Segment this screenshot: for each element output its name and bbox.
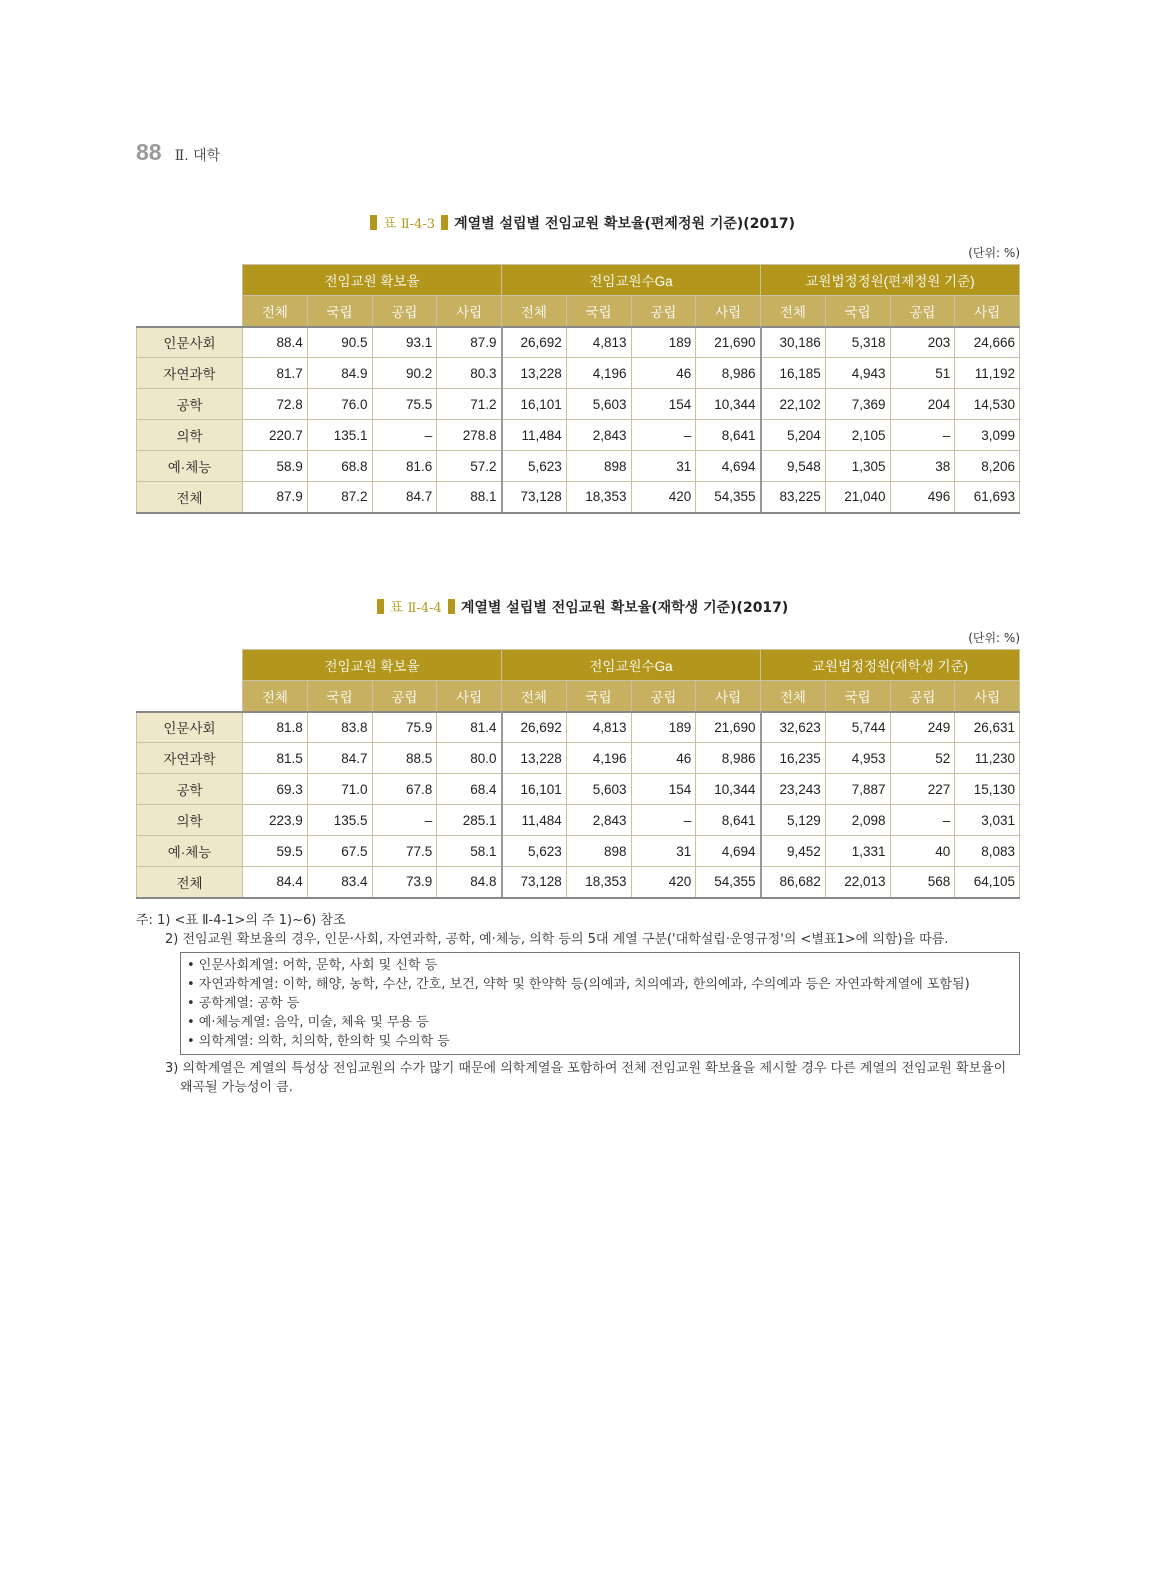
bullet-item: • 의학계열: 의학, 치의학, 한의학 및 수의학 등	[187, 1034, 450, 1049]
table-cell: 83.8	[307, 712, 372, 743]
table-cell: 5,744	[825, 712, 890, 743]
table-cell: 75.5	[372, 389, 437, 420]
column-header: 국립	[307, 681, 372, 712]
column-header: 국립	[307, 296, 372, 327]
column-header: 국립	[566, 296, 631, 327]
column-header: 공립	[890, 296, 955, 327]
table-cell: 223.9	[243, 805, 308, 836]
table-cell: 23,243	[761, 774, 826, 805]
table-row	[137, 327, 1020, 358]
table-cell: 9,452	[761, 836, 826, 867]
row-header: 인문사회	[137, 712, 243, 743]
table-cell: 8,641	[696, 420, 761, 451]
caption-bar	[377, 599, 384, 614]
row-header: 자연과학	[137, 358, 243, 389]
table-cell: 88.5	[372, 743, 437, 774]
table-cell: 18,353	[566, 867, 631, 898]
table-row	[137, 774, 1020, 805]
page-header	[136, 139, 220, 166]
table-cell: 4,196	[566, 743, 631, 774]
group-header: 교원법정정원(편제정원 기준)	[761, 265, 1020, 296]
table-row	[137, 358, 1020, 389]
column-header: 국립	[825, 296, 890, 327]
table-cell: 8,083	[955, 836, 1020, 867]
table-cell: 285.1	[437, 805, 502, 836]
table-cell: 189	[631, 327, 696, 358]
table-cell: 67.8	[372, 774, 437, 805]
table-cell: 16,235	[761, 743, 826, 774]
table-cell: 154	[631, 774, 696, 805]
table-cell: 81.8	[243, 712, 308, 743]
table-cell: 278.8	[437, 420, 502, 451]
table-cell: 203	[890, 327, 955, 358]
column-header: 공립	[372, 681, 437, 712]
group-header: 교원법정정원(재학생 기준)	[761, 650, 1020, 681]
column-header: 국립	[566, 681, 631, 712]
table-cell: 16,101	[502, 389, 567, 420]
table-cell: 4,813	[566, 712, 631, 743]
table-cell: 2,098	[825, 805, 890, 836]
table-cell: 84.8	[437, 867, 502, 898]
table-cell: 81.6	[372, 451, 437, 482]
table-cell: 8,986	[696, 358, 761, 389]
table-cell: 84.7	[372, 482, 437, 513]
table-cell: 67.5	[307, 836, 372, 867]
table-cell: 3,031	[955, 805, 1020, 836]
column-header: 사립	[955, 296, 1020, 327]
group-header: 전임교원 확보율	[243, 650, 502, 681]
table-row	[137, 867, 1020, 898]
row-header: 전체	[137, 482, 243, 513]
table-row	[137, 712, 1020, 743]
table-cell: 420	[631, 867, 696, 898]
table-cell: 71.0	[307, 774, 372, 805]
table-cell: 71.2	[437, 389, 502, 420]
corner-cell	[137, 296, 243, 327]
section-title: Ⅱ. 대학	[174, 148, 221, 164]
note-1: 주: 1) <표 Ⅱ-4-1>의 주 1)~6) 참조	[136, 913, 346, 928]
table-cell: 227	[890, 774, 955, 805]
table-cell: 84.7	[307, 743, 372, 774]
table-cell: 420	[631, 482, 696, 513]
unit-label: (단위: %)	[968, 631, 1020, 645]
table-row	[137, 389, 1020, 420]
column-header: 전체	[502, 296, 567, 327]
table-cell: 10,344	[696, 774, 761, 805]
column-header: 전체	[761, 681, 826, 712]
column-header: 공립	[372, 296, 437, 327]
table-cell: 46	[631, 358, 696, 389]
table-cell: 496	[890, 482, 955, 513]
table-cell: 10,344	[696, 389, 761, 420]
table-cell: 5,318	[825, 327, 890, 358]
column-header: 사립	[437, 681, 502, 712]
table-cell: 1,305	[825, 451, 890, 482]
table-cell: 16,101	[502, 774, 567, 805]
corner-cell	[137, 650, 243, 681]
table-cell: 3,099	[955, 420, 1020, 451]
table-cell: 135.1	[307, 420, 372, 451]
table-cell: 61,693	[955, 482, 1020, 513]
table-cell: 5,603	[566, 389, 631, 420]
group-header: 전임교원 확보율	[243, 265, 502, 296]
table-cell: 15,130	[955, 774, 1020, 805]
table-title: 계열별 설립별 전임교원 확보율(편제정원 기준)(2017)	[454, 216, 796, 232]
table-cell: 24,666	[955, 327, 1020, 358]
table-cell: 90.5	[307, 327, 372, 358]
table-cell: 81.4	[437, 712, 502, 743]
table-cell: 4,694	[696, 451, 761, 482]
table-cell: 87.2	[307, 482, 372, 513]
table-row	[137, 836, 1020, 867]
table-cell: 59.5	[243, 836, 308, 867]
table-cell: 21,690	[696, 327, 761, 358]
data-table	[136, 649, 1020, 899]
table-cell: 52	[890, 743, 955, 774]
table-cell: 8,641	[696, 805, 761, 836]
notes	[136, 911, 1020, 1097]
table-cell: 22,102	[761, 389, 826, 420]
caption-bar	[370, 215, 377, 230]
column-header: 전체	[761, 296, 826, 327]
data-table	[136, 264, 1020, 514]
table-cell: 4,813	[566, 327, 631, 358]
table-cell: 81.5	[243, 743, 308, 774]
table-row	[137, 743, 1020, 774]
table-cell: 83.4	[307, 867, 372, 898]
table-cell: 568	[890, 867, 955, 898]
bullet-item: • 인문사회계열: 어학, 문학, 사회 및 신학 등	[187, 958, 438, 973]
table-cell: 4,196	[566, 358, 631, 389]
row-header: 의학	[137, 805, 243, 836]
table-cell: 249	[890, 712, 955, 743]
table-cell: 220.7	[243, 420, 308, 451]
column-header: 공립	[631, 296, 696, 327]
table-cell: 64,105	[955, 867, 1020, 898]
table-cell: –	[372, 805, 437, 836]
table-cell: 4,943	[825, 358, 890, 389]
column-header: 공립	[631, 681, 696, 712]
table-cell: 90.2	[372, 358, 437, 389]
table-cell: 46	[631, 743, 696, 774]
table-row	[137, 451, 1020, 482]
table-cell: 69.3	[243, 774, 308, 805]
table-cell: 154	[631, 389, 696, 420]
table-cell: 4,953	[825, 743, 890, 774]
table-cell: 26,692	[502, 712, 567, 743]
table-cell: 40	[890, 836, 955, 867]
table-cell: 11,484	[502, 420, 567, 451]
table-cell: 26,692	[502, 327, 567, 358]
table-cell: 11,484	[502, 805, 567, 836]
table-cell: 7,369	[825, 389, 890, 420]
table-cell: 31	[631, 836, 696, 867]
bullet-item: • 예·체능계열: 음악, 미술, 체육 및 무용 등	[187, 1015, 429, 1030]
table-cell: 73.9	[372, 867, 437, 898]
table-cell: 73,128	[502, 867, 567, 898]
table-row	[137, 482, 1020, 513]
corner-cell	[137, 265, 243, 296]
table-cell: 5,623	[502, 836, 567, 867]
column-header: 전체	[243, 681, 308, 712]
table-cell: 8,206	[955, 451, 1020, 482]
table-cell: 88.1	[437, 482, 502, 513]
table-cell: 72.8	[243, 389, 308, 420]
table-cell: 83,225	[761, 482, 826, 513]
table-cell: 14,530	[955, 389, 1020, 420]
table-title: 계열별 설립별 전임교원 확보율(재학생 기준)(2017)	[460, 600, 789, 616]
column-header: 사립	[955, 681, 1020, 712]
row-header: 전체	[137, 867, 243, 898]
table-cell: 189	[631, 712, 696, 743]
category-box	[180, 952, 1020, 1055]
group-header: 전임교원수Ga	[502, 650, 761, 681]
table-cell: 22,013	[825, 867, 890, 898]
table-cell: 75.9	[372, 712, 437, 743]
table-cell: 81.7	[243, 358, 308, 389]
table-cell: 2,105	[825, 420, 890, 451]
table-cell: 54,355	[696, 867, 761, 898]
table-cell: 30,186	[761, 327, 826, 358]
table-cell: 2,843	[566, 805, 631, 836]
row-header: 자연과학	[137, 743, 243, 774]
row-header: 예·체능	[137, 451, 243, 482]
table-cell: –	[631, 805, 696, 836]
table-prefix: 표 Ⅱ-4-3	[382, 216, 436, 232]
table-row	[137, 805, 1020, 836]
table-cell: 9,548	[761, 451, 826, 482]
table-cell: 4,694	[696, 836, 761, 867]
table-caption	[0, 213, 1159, 233]
table-cell: 84.9	[307, 358, 372, 389]
table-cell: 5,129	[761, 805, 826, 836]
table-cell: 7,887	[825, 774, 890, 805]
table-cell: 88.4	[243, 327, 308, 358]
unit-label: (단위: %)	[968, 246, 1020, 260]
column-header: 사립	[437, 296, 502, 327]
bullet-item: • 자연과학계열: 이학, 해양, 농학, 수산, 간호, 보건, 약학 및 한약학 등(의예과, 치의예과, 한의예과, 수의예과 등은 자연과학계열에 포함됨)	[187, 977, 970, 992]
column-header: 전체	[502, 681, 567, 712]
table-cell: –	[372, 420, 437, 451]
table-cell: –	[890, 805, 955, 836]
row-header: 의학	[137, 420, 243, 451]
table-cell: –	[631, 420, 696, 451]
table-cell: 5,204	[761, 420, 826, 451]
column-header: 사립	[696, 296, 761, 327]
table-cell: 18,353	[566, 482, 631, 513]
table-cell: 1,331	[825, 836, 890, 867]
note-3: 3) 의학계열은 계열의 특성상 전임교원의 수가 많기 때문에 의학계열을 포함하여 전체 전임교원 확보율을 제시할 경우 다른 계열의 전임교원 확보율이 왜곡될 가능성이 큼.	[165, 1061, 1007, 1095]
table-cell: 93.1	[372, 327, 437, 358]
table-cell: 38	[890, 451, 955, 482]
table-prefix: 표 Ⅱ-4-4	[389, 600, 442, 616]
table-cell: 5,603	[566, 774, 631, 805]
table-cell: 54,355	[696, 482, 761, 513]
table-cell: 58.9	[243, 451, 308, 482]
table-cell: 84.4	[243, 867, 308, 898]
table-cell: 2,843	[566, 420, 631, 451]
table-cell: 32,623	[761, 712, 826, 743]
table-cell: 86,682	[761, 867, 826, 898]
table-cell: 13,228	[502, 358, 567, 389]
caption-bar	[441, 215, 448, 230]
row-header: 공학	[137, 774, 243, 805]
table-cell: 11,230	[955, 743, 1020, 774]
table-cell: 68.4	[437, 774, 502, 805]
table-cell: 5,623	[502, 451, 567, 482]
table-cell: 16,185	[761, 358, 826, 389]
table-cell: 80.3	[437, 358, 502, 389]
table-cell: 87.9	[243, 482, 308, 513]
table-cell: –	[890, 420, 955, 451]
table-cell: 80.0	[437, 743, 502, 774]
row-header: 예·체능	[137, 836, 243, 867]
table-row	[137, 420, 1020, 451]
table-cell: 135.5	[307, 805, 372, 836]
table-cell: 57.2	[437, 451, 502, 482]
table-cell: 11,192	[955, 358, 1020, 389]
note-2: 2) 전임교원 확보율의 경우, 인문·사회, 자연과학, 공학, 예·체능, 의학 등의 5대 계열 구분('대학설립·운영규정'의 <별표1>에 의함)을 따름.	[165, 932, 949, 947]
caption-bar	[448, 599, 455, 614]
row-header: 인문사회	[137, 327, 243, 358]
corner-cell	[137, 681, 243, 712]
table-cell: 77.5	[372, 836, 437, 867]
column-header: 공립	[890, 681, 955, 712]
table-cell: 13,228	[502, 743, 567, 774]
page-number: 88	[136, 139, 162, 165]
table-cell: 73,128	[502, 482, 567, 513]
group-header: 전임교원수Ga	[502, 265, 761, 296]
table-cell: 204	[890, 389, 955, 420]
row-header: 공학	[137, 389, 243, 420]
column-header: 전체	[243, 296, 308, 327]
table-cell: 58.1	[437, 836, 502, 867]
table-cell: 8,986	[696, 743, 761, 774]
table-cell: 31	[631, 451, 696, 482]
column-header: 국립	[825, 681, 890, 712]
table-cell: 26,631	[955, 712, 1020, 743]
table-cell: 68.8	[307, 451, 372, 482]
table-cell: 21,040	[825, 482, 890, 513]
table-cell: 898	[566, 451, 631, 482]
table-cell: 87.9	[437, 327, 502, 358]
table-cell: 898	[566, 836, 631, 867]
column-header: 사립	[696, 681, 761, 712]
table-cell: 21,690	[696, 712, 761, 743]
table-cell: 76.0	[307, 389, 372, 420]
table-cell: 51	[890, 358, 955, 389]
bullet-item: • 공학계열: 공학 등	[187, 996, 300, 1011]
table-caption	[0, 597, 1159, 617]
